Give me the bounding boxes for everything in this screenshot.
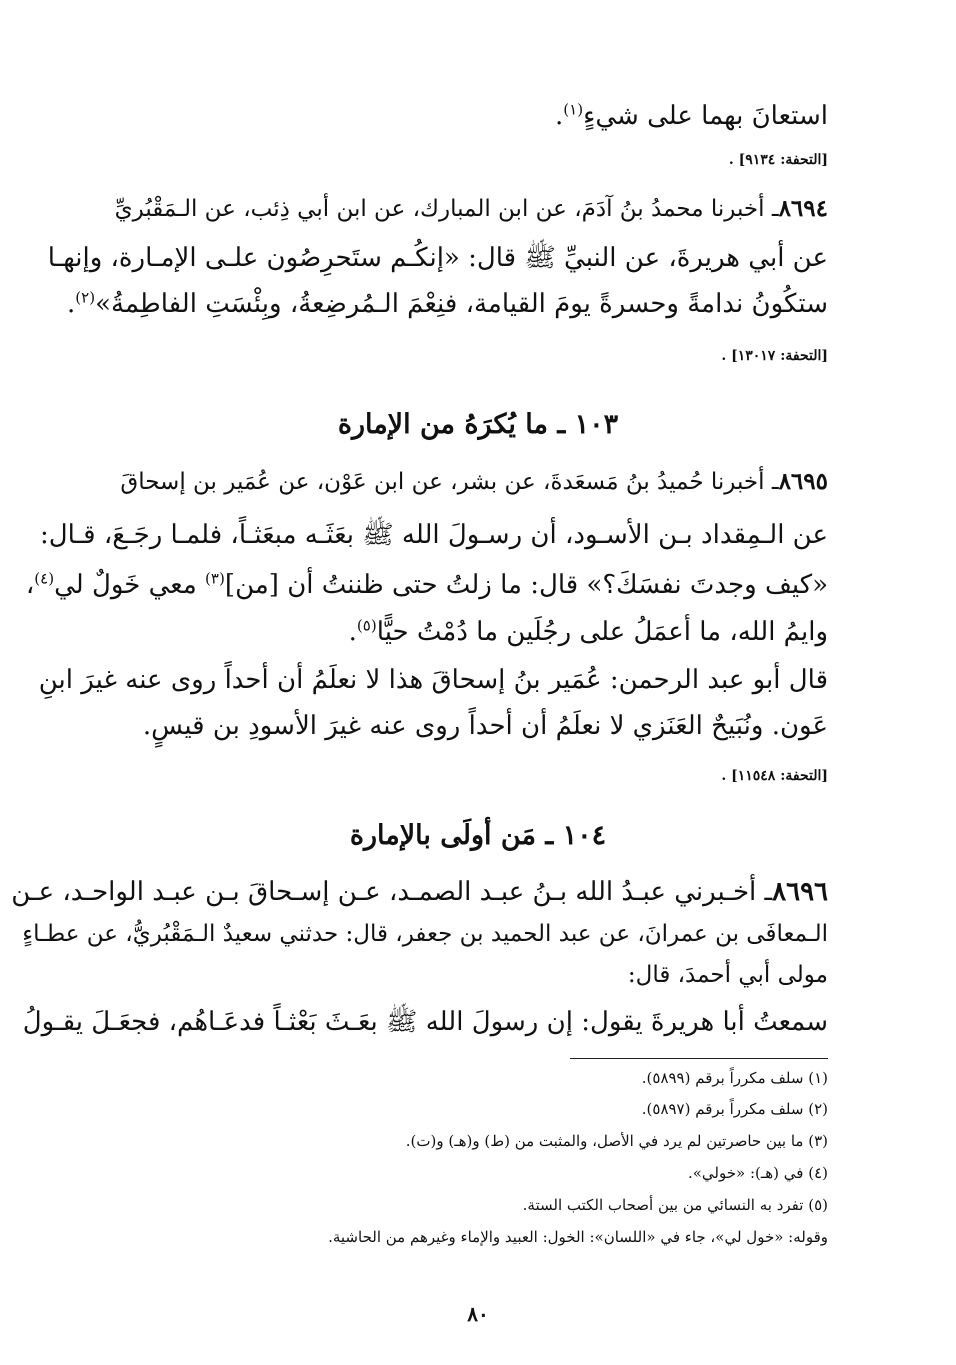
footnote-2: (٢) سلف مكرراً برقم (٥٨٩٧). — [641, 1100, 828, 1118]
footnote-ref: (٣) — [205, 569, 225, 588]
hadith-8694-line-3 — [66, 284, 828, 324]
tuhfa-reference: [التحفة: ١١٥٤٨] . — [721, 768, 828, 784]
footnote-3: (٣) ما بين حاصرتين لم يرد في الأصل، والمثبت من (ط) و(هـ) و(ت). — [405, 1132, 828, 1150]
hadith-text: «كيف وجدتَ نفسَكَ؟» قال: ما زلتُ حتى ظننتُ أن [من] — [224, 570, 828, 600]
footnote-ref: (١) — [563, 100, 584, 119]
hadith-text: ـ أخبرنا حُميدُ بنُ مَسعَدةَ، عن بشر، عن ابن عَوْن، عن عُمَير بن إسحاقَ — [120, 469, 779, 495]
hadith-8695-line-1 — [120, 465, 828, 499]
footnote-4: (٤) في (هـ): «خولي». — [687, 1164, 828, 1182]
footnote-divider — [570, 1058, 828, 1059]
period: . — [348, 617, 357, 647]
period: . — [554, 101, 564, 131]
hadith-text: ستكُونُ ندامةً وحسرةً يومَ القيامة، فنِعْمَ الـمُرضِعةُ، وبِئْسَتِ الفاطِمةُ» — [95, 289, 828, 319]
footnote-5-continuation: وقوله: «خول لي»، جاء في «اللسان»: الخول: العبيد والإماء وغيرهم من الحاشية. — [328, 1228, 828, 1246]
footnote-1: (١) سلف مكرراً برقم (٥٨٩٩). — [641, 1069, 828, 1087]
hadith-8696-line-4: سمعتُ أبا هريرةَ يقول: إن رسولَ الله ﷺ بعَـثَ بَعْثـاً فدعَـاهُم، فجعَـلَ يقـولُ — [22, 1007, 828, 1037]
chapter-heading: ١٠٣ ـ ما يُكرَهُ من الإمارة — [337, 409, 619, 440]
chapter-heading: ١٠٤ ـ مَن أولَى بالإمارة — [349, 820, 607, 851]
period: . — [66, 289, 76, 319]
comma: ، — [25, 570, 35, 600]
hadith-8694-line-1 — [114, 192, 828, 226]
hadith-8694-line-2: عن أبي هريرةَ، عن النبيِّ ﷺ قال: «إنكُـم ستَحرِصُون علـى الإمـارة، وإنهـا — [47, 243, 828, 273]
page-number: ٨٠ — [467, 1302, 489, 1326]
continuation-text: استعانَ بهما على شيءٍ — [583, 101, 828, 131]
hadith-8695-line-4 — [128, 612, 828, 652]
hadith-8695-line-2: عن الـمِقداد بـن الأسـود، أن رسـولَ الله ﷺ بعَثَـه مبعَثـاً، فلمـا رجَـعَ، قـال: — [39, 520, 828, 550]
hadith-text: ـ أخبرنا محمدُ بنُ آدَمَ، عن ابن المبارك، عن ابن أبي ذِئب، عن الـمَقْبُريِّ — [114, 196, 779, 222]
footnote-5: (٥) تفرد به النسائي من بين أصحاب الكتب الستة. — [522, 1196, 828, 1214]
footnote-ref: (٥) — [356, 616, 377, 635]
hadith-text: وايمُ الله، ما أعمَلُ على رجُلَين ما دُمْتُ حيًّا — [376, 617, 828, 647]
hadith-number: ٨٦٩٤ — [778, 195, 828, 222]
hadith-text: ـ أخـبرني عبـدُ الله بـنُ عبـد الصمـد، عـن إسـحاقَ بـن عبـد الواحـد، عـن — [11, 877, 773, 907]
footnote-ref: (٢) — [75, 288, 96, 307]
tuhfa-reference: [التحفة: ٩١٣٤] . — [728, 152, 828, 168]
hadith-8695-line-5: قال أبو عبد الرحمن: عُمَير بنُ إسحاقَ هذا لا نعلَمُ أن أحداً روى عنه غيرَ ابنِ — [38, 665, 828, 695]
hadith-number: ٨٦٩٥ — [778, 468, 828, 495]
hadith-8696-line-3: مولى أبي أحمدَ، قال: — [627, 962, 828, 988]
tuhfa-reference: [التحفة: ١٣٠١٧] . — [721, 348, 828, 364]
hadith-8695-line-6: عَون. ونُبَيحٌ العَنَزي لا نعلَمُ أن أحداً روى عنه غيرَ الأسودِ بن قيسٍ. — [142, 711, 828, 741]
hadith-8696-line-1 — [11, 872, 828, 912]
hadith-8695-line-3 — [25, 565, 828, 605]
continuation-line — [128, 96, 828, 136]
footnote-ref: (٤) — [34, 569, 55, 588]
hadith-number: ٨٦٩٦ — [772, 877, 828, 907]
hadith-8696-line-2: الـمعافَى بن عمرانَ، عن عبد الحميد بن جعفر، قال: حدثني سعيدٌ الـمَقْبُريُّ، عن عطـاءٍ — [22, 921, 828, 947]
hadith-text: معي خَولٌ لي — [54, 570, 206, 600]
